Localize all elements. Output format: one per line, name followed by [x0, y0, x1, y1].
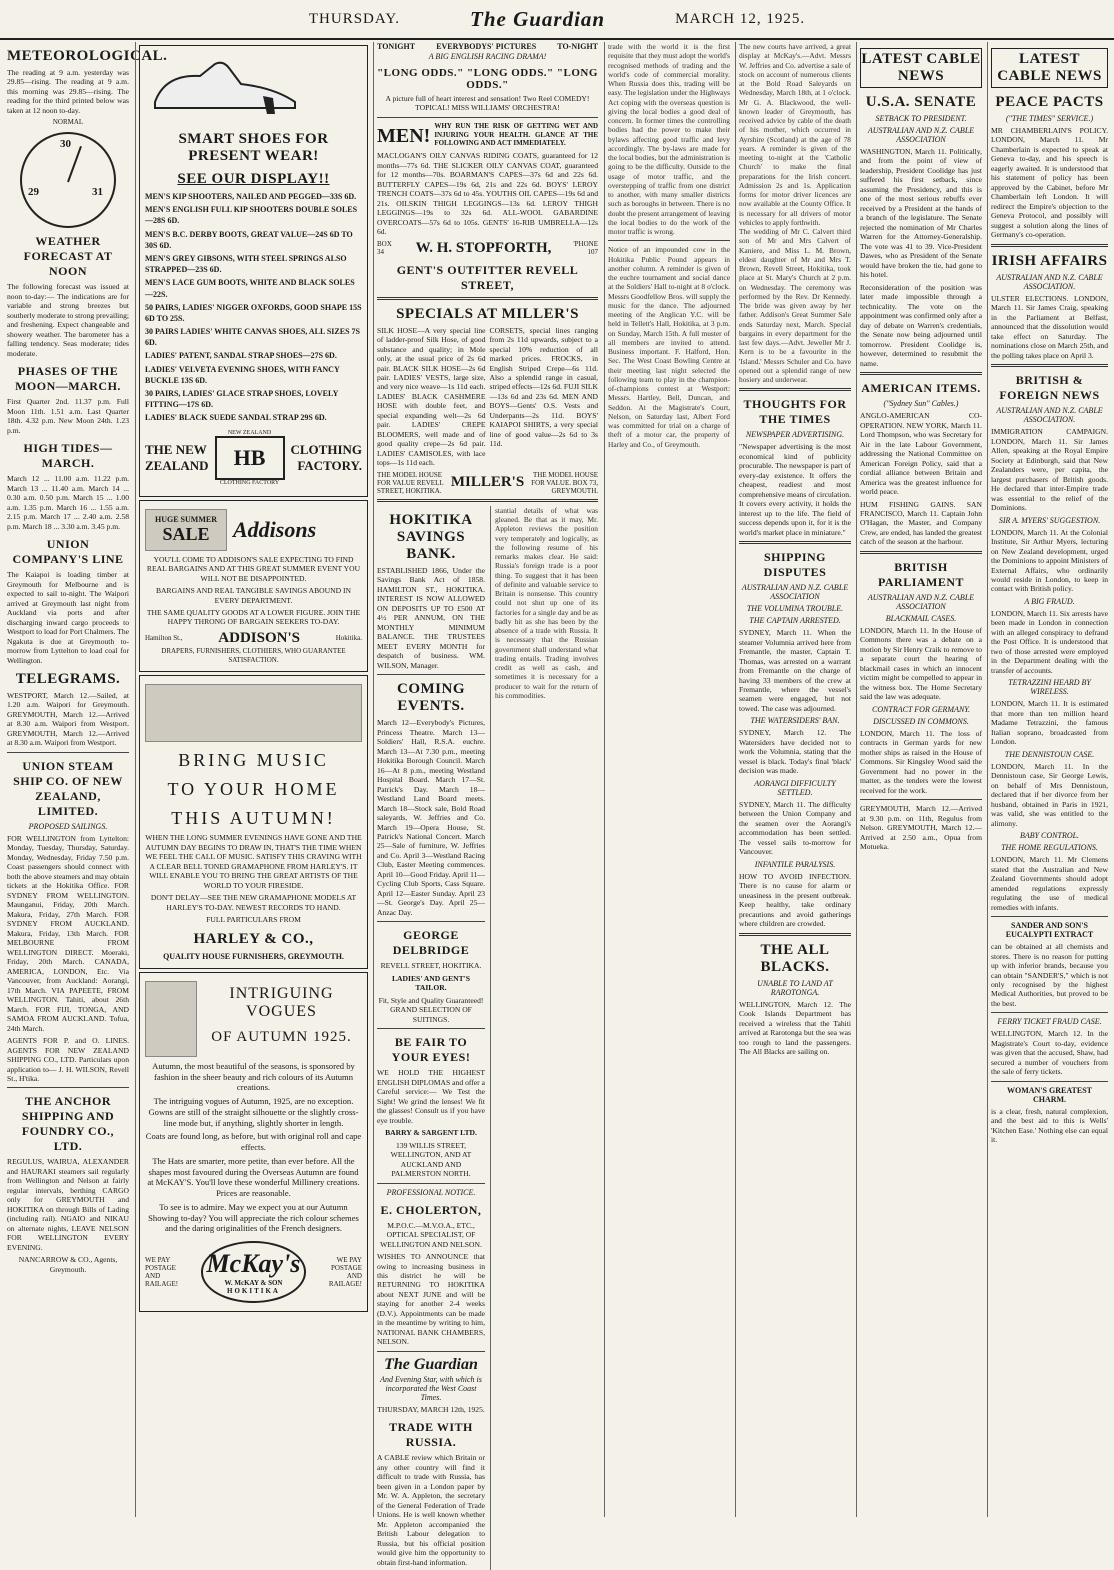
eyes-address: 139 WILLIS STREET, WELLINGTON, AND AT AUCKLAND AND PALMERSTON NORTH.: [390, 1140, 472, 1179]
eyes-heading: BE FAIR TO YOUR EYES!: [391, 1035, 471, 1065]
vogue-heading-2: OF AUTUMN 1925.: [211, 1029, 352, 1045]
hb-left-1: THE NEW: [145, 441, 207, 457]
shoe-item: LADIES' BLACK SUEDE SANDAL STRAP 29S 6D.: [145, 413, 327, 423]
forecast-text: The following forecast was issued at noon to-day:— The indications are for variable and strong breezes but southerly moderate to strong prevailing; and freshening. Expect changeable and showery weather. The barometer has a falling tendency. Seas moderate; tides moderate.: [7, 282, 129, 358]
american-text: ANGLO-AMERICAN CO-OPERATION. NEW YORK, March 11. Lord Thompson, who was Secretary for Air in the late Labour Government, addressing the National Committee on American Foreign Policy, said that a cordial alliance between Britain and America was the greatest influence for world peace.: [860, 411, 982, 497]
local-news-c: Notice of an impounded cow in the Hokitika Public Pound appears in another column. A reminder is given of the euchre tournament and social dance at the Soldiers' Hall to-night at 8 o'clock. Messrs Goodfellow Bros. will supply the music for the dance. The adjourned meeting of the Anglican Y.C. will be held in Tellett's Hall, Hokitika, at 3 p.m. on Sunday, March 15th. A full muster of all members are invited to attend. Business important. F. Halford, Hon. Sec. The West Coast Bowling Centre at their meeting last night selected the following team to play in the champion-of-champions contest at Westport: Messrs. Hartley, Bell, Duncan, and Seddon. At the Magistrate's Court, Nelson, on Saturday last, Albert Ford was committed for trial on a charge of theft of a motor car, the property of Harley and Co., of Greymouth.: [608, 245, 730, 449]
dennistoun-heading: THE DENNISTOUN CASE.: [1004, 749, 1095, 759]
pictures-left: TONIGHT: [377, 42, 416, 51]
moon-text: First Quarter 2nd. 11.37 p.m. Full Moon 11th. 1.51 a.m. Last Quarter 18th. 4.32 p.m. New Moon 24th. 1.23 p.m.: [7, 397, 129, 435]
cholerton-text: WISHES TO ANNOUNCE that owing to increasing business in this district he will be RETURNING TO HOKITIKA about NEXT JUNE and will be staying for another 2-4 weeks (D.V.). Appointments can be made in the meantime by writing to him, NATIONAL BANK CHAMBERS, NELSON.: [377, 1252, 485, 1347]
paralysis-text: HOW TO AVOID INFECTION. There is no cause for alarm or uneasiness in the present outbreak. Keep healthy, take ordinary precautions and avoid gatherings where children are crowded.: [739, 871, 851, 929]
senate-text-2: Reconsideration of the position was later made impossible through a technicality. The vote on the appointment was confirmed only after a day of debate on Warren's credentials, the Senate now being adjourned until tomorrow. President Coolidge is, however, determined to resubmit the name.: [860, 282, 982, 368]
notice-heading: PROFESSIONAL NOTICE.: [386, 1187, 476, 1197]
music-text-2: DON'T DELAY—SEE THE NEW GRAMAPHONE MODELS AT HARLEY'S TO-DAY. NEWEST RECORDS TO HAND.: [150, 893, 357, 912]
music-heading-2: TO YOUR HOME: [167, 779, 340, 800]
miller-foot-name: MILLER'S: [450, 474, 525, 491]
smart-shoes-heading: SMART SHOES FOR PRESENT WEAR!: [178, 131, 329, 164]
stopforth-sub: GENT'S OUTFITTER REVELL STREET,: [396, 262, 579, 292]
harley-music-ad: [139, 675, 368, 969]
sale-b: SALE: [162, 523, 210, 544]
foreign-heading: BRITISH & FOREIGN NEWS: [999, 373, 1100, 403]
men-heading: MEN!: [377, 125, 431, 148]
greymouth-text: GREYMOUTH, March 12.—Arrived at 9.30 p.m. on 11th, Regulus from Nelson. GREYMOUTH, March 12.—Arrived at 2.50 a.m., Opua from Motueka.: [860, 804, 982, 852]
shipping-sub-2: THE VOLUMINA TROUBLE.: [746, 604, 844, 614]
baby-text: LONDON, March 11. Mr Clemens stated that the Australian and New Zealand Governments should adopt amended regulations expressly regulating the use of medical remedies with infants.: [991, 855, 1108, 912]
stopforth-items: MACLOGAN'S OILY CANVAS RIDING COATS, guaranteed for 12 months—77s 6d. THE SLICKER OILY CANVAS COAT, guaranteed for 12 months—70s. BOARMAN'S CAPES—37s 6d and 22s 6d. BUTTERFLY CAPES—19s 6d, 21s and 22s 6d. BOYS' LEROY TRENCH COATS—37s 6d to 45s. YOUTHS OIL CAPES—19s 6d and 21s. OILSKIN THIGH LEGGINGS—13s 6d. LEROY THIGH LEGGINGS—19s to 32s 6d. ALL-WOOL GABARDINE OVERCOATS—57s 6d to 105s. GENTS' 16-RIB UMBRELLA—12s 6d.: [377, 151, 598, 237]
allblacks-sub: UNABLE TO LAND AT RAROTONGA.: [757, 978, 833, 997]
trade-text: A CABLE review which Britain or any other country will find it difficult to trade with Russia, has been given in a London paper by Mr. W. A. Appleton, the secretary of the General Federation of Trade Unions. He is well known whether Mr. Appleton accompanied the British Labour delegation to Russia, but his official position would give him the opportunity to obtain first-hand information.: [377, 1453, 485, 1567]
vogue-text-1: Autumn, the most beautiful of the seasons, is sponsored by fashion in the sheer beauty and rich colours of its Autumn creations.: [152, 1061, 355, 1093]
dennistoun-text: LONDON, March 11. In the Dennistoun case, Sir George Lewis, on behalf of Mrs Dennistoun, declared that if her divorce from her husband, obtained in Paris in 1921, was valid, she was entitled to the alimony.: [991, 761, 1108, 828]
trade-heading: TRADE WITH RUSSIA.: [389, 1420, 473, 1450]
sailings-heading: PROPOSED SAILINGS.: [28, 821, 108, 831]
senate-heading: U.S.A. SENATE: [865, 94, 977, 110]
hb-logo: HB: [215, 436, 285, 480]
dial-label: NORMAL: [52, 118, 84, 127]
local-news-5a: The new courts have arrived, a great display at McKay's.—Advt. Messrs W. Jeffries and Co. advertise a sale of stock on account of numerous clients at the Bold Road Saleyards on Wednesday, March 18th, at 1 o'clock. Mr G. A. Blackwood, the well-known leader of Greymouth, has received advice by cable of the death of his mother, which occurred in Ayrshire (Scotland) at the age of 78 years. A reminder is given of the meeting to-night at the 'Catholic Church' to make the final preparations for the Irish concert. Admission 2s and 1s. Application forms for motor driver licences are now available at the County Office. It is necessary for all drivers of motor vehicles to apply forthwith.: [739, 42, 851, 227]
shoe-item: LADIES' PATENT, SANDAL STRAP SHOES—27S 6D.: [145, 351, 337, 361]
delbridge-text: Fit, Style and Quality Guaranteed! GRAND SELECTION OF SUITINGS.: [378, 995, 484, 1024]
woman-text: is a clear, fresh, natural complexion, and the best aid to this is Wells' 'Kitchen Ease.' Nothing else can equal it.: [991, 1106, 1108, 1145]
pictures-sub: A BIG ENGLISH RACING DRAMA!: [428, 52, 547, 61]
aorangi-heading: AORANGI DIFFICULTY SETTLED.: [754, 778, 836, 797]
column-5: [735, 42, 854, 1517]
masthead-title: The Guardian: [470, 6, 606, 31]
senate-text: WASHINGTON, March 11. Politically, and from the point of view of leadership, President Coolidge has just suffered his first setback, since assuming the Presidency, and this is one of the most serious rebuffs ever received by a President at the hands of a branch of the legislature. The Senate rejected the nomination of Mr Charles Warren for the Attorney-Generalship. The vote was 41 to 39. Vice-President Dawes, who as President of the Senate would have broken the tie, had gone to his hotel.: [860, 147, 982, 280]
stopforth-box: BOX 34: [377, 240, 392, 257]
tetrazzini-text: LONDON, March 11. It is estimated that more than ten million heard Madame Tetrazzini, the famous Italian soprano, broadcasted from London.: [991, 699, 1108, 747]
bank-heading: HOKITIKA SAVINGS BANK.: [389, 511, 473, 562]
delbridge-heading: GEORGE DELBRIDGE: [392, 928, 470, 958]
cable-heading-2: LATEST CABLE NEWS: [991, 48, 1108, 88]
hb-right-1: CLOTHING: [290, 441, 362, 457]
harley-name: HARLEY & CO.,: [193, 930, 314, 947]
ferry-text: WELLINGTON, March 12. In the Magistrate's Court to-day, evidence was given that the accused, Shaw, had secured a number of vouchers from the sale of ferry tickets.: [991, 1029, 1108, 1077]
column-2: [135, 42, 371, 1517]
woman-heading: WOMAN'S GREATEST CHARM.: [1007, 1085, 1092, 1104]
guardian-sub: And Evening Star, with which is incorporated the West Coast Times.: [380, 1374, 482, 1402]
addison-trades: DRAPERS, FURNISHERS, CLOTHIERS, WHO GUARANTEE SATISFACTION.: [161, 646, 346, 664]
irish-sub: AUSTRALIAN AND N.Z. CABLE ASSOCIATION.: [996, 272, 1103, 291]
senate-assoc: AUSTRALIAN AND N.Z. CABLE ASSOCIATION: [867, 126, 975, 144]
mckay-logo: [201, 1241, 307, 1303]
masthead-date: MARCH 12, 1925.: [675, 10, 806, 27]
shipping-text: SYDNEY, March 11. When the steamer Volumnia arrived here from Fremantle, the master, Captain T. Thomas, was arrested on a warrant from Fremantle on the charge of having 33 members of the crew at Fremantle, where the vessel's seamen were engaged, but not towed. The case was adjourned.: [739, 628, 851, 713]
dial-number-30: 30: [60, 138, 71, 151]
addisons-script: Addisons: [233, 516, 317, 542]
pictures-header: [377, 42, 598, 51]
tetrazzini-heading: TETRAZZINI HEARD BY WIRELESS.: [1008, 678, 1091, 697]
sailings-text: FOR WELLINGTON from Lyttelton: Monday, Tuesday, Thursday, Saturday. Monday, Wednesday, Friday 7.50 p.m. Coast passengers should connect with both the above steamers and may obtain tickets at the Hokitika Office. FOR SYDNEY FROM WELLINGTON. Maunganui, Friday, 20th March. Makura, Friday, 27th March. FOR SYDNEY FROM AUCKLAND. Makura, Friday, 13th March. FOR MELBOURNE FROM WELLINGTON DIRECT. Moeraki, Friday, 20th March. CANADA, AMERICA, LONDON, Etc. Via Vancouver, from Auckland: Aorangi, 17th March. VIA PAPEETE, FROM WELLINGTON. Tahiti, about 26th March. FOR FIJI, TONGA, AND SAMOA FROM AUCKLAND. Tofua, 24th March.: [7, 833, 129, 1033]
events-text: March 12—Everybody's Pictures, Princess Theatre. March 13—Soldiers' Hall, R.S.A. euchre. March 13—At 7.30 p.m., meeting Hokitika Borough Council. March 16—At 8 p.m., meeting Westland Hospital Board. March 17—St. Patrick's Day. March 18—Westland Land Board meets. March 18—Stock sale, Bold Road saleyards, W. Jeffries and Co. March 19—Opera House, St. Patrick's National Concert. March 25—Sale of furniture, W. Jeffries and Co. April 3—Westland Racing Club, Easter Meeting commences. April 10—Good Friday. April 11—Cycling Club Sports, Cass Square. April 12—Easter Sunday. April 23—St. George's Day. April 25—Anzac Day.: [377, 718, 485, 917]
mckay-town: HOKITIKA: [227, 1287, 280, 1296]
forecast-heading: WEATHER FORECAST AT NOON: [23, 234, 113, 279]
hb-bottom: CLOTHING FACTORY: [219, 479, 280, 486]
pictures-right: TO-NIGHT: [557, 42, 598, 51]
masthead: [0, 0, 1114, 40]
union-text: The Kaiapoi is loading timber at Greymouth for Melbourne and is expected to sail to-night. The Waipori arrived at Greymouth last night from Auckland via ports and after discharging inward cargo proceeds to Westport to load for Port Chalmers. The Ngakuta is due at Greymouth to-morrow from Lyttelton to load coal for Wellington.: [7, 570, 129, 665]
eyes-text: WE HOLD THE HIGHEST ENGLISH DIPLOMAS and offer a Careful service:— We Test the Sight! We grind the lenses! We fit the glasses! Consult us if you have eye trouble.: [377, 1068, 485, 1125]
peace-heading: PEACE PACTS: [995, 94, 1104, 110]
addisons-ad: [139, 500, 368, 673]
addison-text-2: BARGAINS AND REAL TANGIBLE SAVINGS ABOUND IN EVERY DEPARTMENT.: [155, 586, 351, 605]
column-3: [373, 42, 601, 1567]
myers-heading: SIR A. MYERS' SUGGESTION.: [998, 515, 1101, 525]
hb-right-2: FACTORY.: [297, 457, 362, 473]
display-heading: SEE OUR DISPLAY!!: [177, 171, 330, 187]
irish-text: ULSTER ELECTIONS. LONDON, March 11. Sir James Craig, speaking in the Parliament at Belfast, announced that the dissolution would take effect on Saturday. The nominations close on March 25th, and the polling takes place on April 3.: [991, 293, 1108, 360]
tides-text: March 12 ... 11.00 a.m. 11.22 p.m. March 13 ... 11.40 a.m. March 14 ... 0.30 a.m. 0.50 p.m. March 15 ... 1.00 a.m. 1.35 p.m. March 16 ... 1.55 a.m. 2.15 p.m. March 17 ... 2.40 a.m. 2.58 p.m. March 18 ... 3.30 a.m. 3.45 p.m.: [7, 474, 129, 531]
stopforth-name: W. H. STOPFORTH,: [415, 239, 552, 256]
baby-heading: BABY CONTROL.: [1019, 831, 1080, 841]
guardian-date: THURSDAY, MARCH 12th, 1925.: [377, 1404, 485, 1414]
pictures-mid: EVERYBODYS' PICTURES: [436, 42, 537, 51]
moon-heading: PHASES OF THE MOON—MARCH.: [15, 364, 121, 394]
shoe-item: MEN'S ENGLISH FULL KIP SHOOTERS DOUBLE SOLES—28S 6D.: [145, 205, 358, 226]
local-news-5b: The wedding of Mr C. Calvert third son of Mr and Mrs Calvert of Kaniere, and Miss L. M. Brown, eldest daughter of Mr and Mrs T. Brown, Revell Street, Hokitika, took place at St. Mary's Church at 2 p.m. on Wednesday. The ceremony was performed by the Rev. Dr Kennedy. The bride was given away by her father. Addison's Great Summer Sale ends Saturday next, March. Special bargains in every department for the last few days.—Advt. Jeweller Mr J. Kern is to be a favourite in the 'Island.' Messrs Schuler and Co. have opened out a splendid range of new hosiery and underwear.: [739, 227, 851, 384]
men-text: WHY RUN THE RISK OF GETTING WET AND INJURING YOUR HEALTH. GLANCE AT THE FOLLOWING AND ACT IMMEDIATELY.: [434, 121, 598, 148]
guardian-heading: The Guardian: [384, 1355, 478, 1373]
shoe-item: MEN'S KIP SHOOTERS, NAILED AND PEGGED—33S 6D.: [145, 192, 357, 201]
baby-sub: THE HOME REGULATIONS.: [1001, 843, 1098, 853]
shipping-sub: AUSTRALIAN AND N.Z. CABLE ASSOCIATION: [741, 583, 849, 602]
sander-heading: SANDER AND SON'S EUCALYPTI EXTRACT: [1005, 921, 1094, 940]
eyes-firm: BARRY & SARGENT LTD.: [385, 1128, 477, 1138]
shoe-item: MEN'S GREY GIBSONS, WITH STEEL SPRINGS ALSO STRAPPED—23S 6D.: [145, 253, 347, 275]
miller-foot-right: THE MODEL HOUSE FOR VALUE. BOX 73, GREYMOUTH.: [531, 470, 599, 495]
american-text-2: HUM FISHING GAINS. SAN FRANCISCO, March 11. Captain John O'Hagan, the Master, and Company Crew, are ended, has landed the greatest catch of the season at the harbour.: [860, 499, 982, 547]
miller-foot-left: THE MODEL HOUSE FOR VALUE REVELL STREET, HOKITIKA.: [377, 470, 444, 495]
ussco-heading: UNION STEAM SHIP CO. OF NEW ZEALAND, LIMITED.: [13, 758, 123, 818]
germany-text: LONDON, March 11. The loss of contracts in German yards for new mother ships as raised in the House of Commons. Sir Kingsley Wood said the Government had no power in the matter, as the tenders were the lowest received for the work.: [860, 728, 982, 795]
anchor-text: REGULUS, WAIRUA, ALEXANDER and HAURAKI steamers sail regularly from Wellington and Nelson at fairly regular intervals, berthing CARGO only for GREYMOUTH and HOKITIKA on through Bills of Lading (including rail). NGAIO and NIKAU on alternate nights, LEAVE NELSON FOR WELLINGTON EVERY EVENING.: [7, 1157, 129, 1252]
anchor-heading: THE ANCHOR SHIPPING AND FOUNDRY CO., LTD.: [21, 1094, 115, 1154]
hb-clothing-logo: [145, 430, 362, 486]
shoe-item: LADIES' VELVETA EVENING SHOES, WITH FANCY BUCKLE 13S 6D.: [145, 364, 340, 385]
vogue-heading-1: INTRIGUING VOGUES: [229, 985, 334, 1020]
shipping-heading: SHIPPING DISPUTES: [763, 550, 827, 580]
peace-text: MR CHAMBERLAIN'S POLICY. LONDON, March 11. Mr Chamberlain is expected to speak at Geneva to-day, and his speech is eagerly awaited. It is understood that his statement of policy has been approved by the Cabinet, before Mr Chamberlain left London. It will redirect the Empire's objection to the Geneva Protocol, and possibly will suggest a solution along the lines of Germany's co-operation.: [991, 126, 1108, 240]
bank-text: ESTABLISHED 1866, Under the Savings Bank Act of 1858. HAMILTON ST., HOKITIKA. INTEREST IS NOW ALLOWED ON DEPOSITS UP TO £500 AT 4½ PER ANNUM, ON THE MONTHLY MINIMUM BALANCE. THE TRUSTEES MEET EVERY MONTH for despatch of business. WM. WILSON, Manager.: [377, 565, 485, 670]
american-sub: ("Sydney Sun" Cables.): [883, 399, 959, 409]
column-7: [987, 42, 1111, 1517]
pictures-title: "LONG ODDS." "LONG ODDS." "LONG ODDS.": [377, 67, 598, 91]
vogue-text-3: Coats are found long, as before, but with original roll and cape effects.: [145, 1131, 362, 1153]
meteorological-heading: METEOROLOGICAL.: [7, 48, 168, 64]
waterside-heading: THE WATERSIDERS' BAN.: [750, 716, 840, 726]
harley-line: QUALITY HOUSE FURNISHERS, GREYMOUTH.: [163, 951, 344, 961]
addison-text: YOU'LL COME TO ADDISON'S SALE EXPECTING TO FIND REAL BARGAINS AND AT THIS GREAT SUMMER EVENT YOU WILL NOT BE DISAPPOINTED.: [146, 554, 361, 583]
fraud-text: LONDON, March 11. Six arrests have been made in London in connection with an alleged conspiracy to defraud the Post Office. It is understood that two of those arrested were employed in the Department dealing with the transfer of accounts.: [991, 608, 1108, 675]
music-heading-3: THIS AUTUMN!: [171, 808, 336, 829]
dial-number-31: 31: [92, 186, 103, 199]
column-4: [604, 42, 733, 1517]
column-6: [856, 42, 985, 1517]
telegrams-text: WESTPORT, March 12.—Sailed, at 1.20 a.m. Waipori for Greymouth. GREYMOUTH, March 12.—Arrived at 8.30 a.m. Waipori from Westport. GREYMOUTH, March 12.—Arrived at 8.30 a.m. Waipori from Westport.: [7, 690, 129, 748]
parliament-text: LONDON, March 11. In the House of Commons there was a debate on a motion by Sir Henry Craik to remove to a separate court the hearing of blackmail cases in which an innocent victim might be compelled to appear in the witness box. The Home Secretary said the law was adequate.: [860, 625, 982, 702]
postage-left: WE PAY POSTAGE AND RAILAGE!: [145, 1256, 179, 1289]
agents-text: AGENTS FOR P. and O. LINES. AGENTS FOR NEW ZEALAND SHIPPING CO., LTD. Particulars upon application to— J. H. WILSON, Revell St., H'tika.: [7, 1036, 129, 1083]
parliament-heading: BRITISH PARLIAMENT: [877, 559, 965, 589]
cholerton-heading: E. CHOLERTON,: [380, 1202, 482, 1217]
postage-right: WE PAY POSTAGE AND RAILAGE!: [328, 1256, 362, 1289]
telegrams-heading: TELEGRAMS.: [15, 670, 121, 687]
senate-sub: SETBACK TO PRESIDENT.: [875, 114, 967, 123]
thoughts-heading: THOUGHTS FOR THE TIMES: [743, 397, 847, 427]
foreign-sub: AUSTRALIAN AND N.Z. CABLE ASSOCIATION.: [996, 406, 1103, 425]
germany-heading: CONTRACT FOR GERMANY.: [871, 704, 970, 714]
lady-illustration: [145, 981, 197, 1057]
myers-text: LONDON, March 11. At the Colonial Institute, Sir Arthur Myers, lecturing on New Zealand development, urged the Dominions to appoint Ministers of External Affairs, who ordinarily would reside in London, to keep in contact with British policy.: [991, 527, 1108, 594]
foreign-text: IMMIGRATION CAMPAIGN. LONDON, March 11. Sir James Allen, speaking at the Royal Empire Society at Edinburgh, said that New Zealanders were, per capita, the largest purchasers of British goods. He declared that inter-Empire trade was essential to the relief of the Dominions.: [991, 427, 1108, 513]
shoe-item: MEN'S LACE GUM BOOTS, WHITE AND BLACK SOLES—22S.: [145, 278, 355, 299]
irish-heading: IRISH AFFAIRS: [991, 252, 1108, 269]
parliament-sub-2: BLACKMAIL CASES.: [885, 613, 957, 623]
cholerton-sub: M.P.O.C.—M.V.O.A., ETC., OPTICAL SPECIALIST, OF WELLINGTON AND NELSON.: [380, 1220, 482, 1249]
delbridge-address: REVELL STREET, HOKITIKA.: [380, 961, 482, 971]
delbridge-sub: LADIES' AND GENT'S TAILOR.: [391, 973, 471, 993]
dial-hand: [67, 146, 82, 182]
shoe-item: 30 PAIRS, LADIES' GLACE STRAP SHOES, LOVELY FITTING—17S 6D.: [145, 389, 339, 410]
allblacks-heading: THE ALL BLACKS.: [760, 941, 830, 975]
dial-number-29: 29: [28, 186, 39, 199]
parliament-sub: AUSTRALIAN AND N.Z. CABLE ASSOCIATION: [867, 592, 975, 611]
allblacks-text: WELLINGTON, March 12. The Cook Islands Department has received a wireless that the Tahiti arrived at Rarotonga but the sea was too rough to land the passengers. The All Blacks are sailing on.: [739, 999, 851, 1057]
addison-name: ADDISON'S: [218, 629, 300, 646]
addison-town: Hokitika.: [335, 634, 362, 643]
shoe-item: 50 PAIRS, LADIES' NIGGER OXFORDS, GOOD SHAPE 15S 6D TO 25S.: [145, 302, 362, 323]
gramophone-illustration: [145, 684, 362, 742]
miller-heading: SPECIALS AT MILLER'S: [396, 305, 579, 322]
shipping-sub-3: THE CAPTAIN ARRESTED.: [749, 616, 841, 626]
addison-text-3: THE SAME QUALITY GOODS AT A LOWER FIGURE. JOIN THE HAPPY THRONG OF BARGAIN SEEKERS TO-DAY.: [146, 607, 361, 627]
events-heading: COMING EVENTS.: [397, 681, 465, 715]
hb-left-2: ZEALAND: [145, 457, 209, 473]
music-full: FULL PARTICULARS FROM: [206, 915, 301, 925]
germany-sub: DISCUSSED IN COMMONS.: [873, 716, 969, 726]
addison-street: Hamilton St.,: [145, 634, 183, 643]
anchor-agents: NANCARROW & CO., Agents, Greymouth.: [18, 1255, 118, 1274]
vogue-text-4: The Hats are smarter, more petite, than ever before. All the shapes most favoured during the Overseas Autumn are found at McKAY'S. You'll love these wonderful Millinery creations. Prices are reasonable.: [147, 1155, 360, 1199]
thoughts-sub: NEWSPAPER ADVERTISING.: [745, 430, 845, 440]
miller-right: CORSETS, special lines ranging from 2s 11d upwards, subject to a special 10% reduction of all marked prices. FROCKS, in English Striped Crepe—6s 11d. Also a splendid range in casual, striped effects—12s 6d. FUJI SILK—13s 6d and 23s 6d. MEN AND BOYS—Gents' O.S. Vests and Underpants—2s 11d. BOYS' KAIAPOI SHIRTS, a very special line of good value—2s 6d to 3s 11d.: [489, 325, 598, 449]
stopforth-phone: 'PHONE 107: [573, 240, 598, 257]
mckay-name: W. McKAY & SON: [224, 1279, 283, 1288]
masthead-day: THURSDAY.: [308, 10, 400, 27]
peace-sub: ("THE TIMES" SERVICE.): [1005, 114, 1094, 123]
barometer-dial: [20, 132, 116, 228]
cable-heading: LATEST CABLE NEWS: [860, 48, 982, 88]
smart-shoes-ad: [139, 45, 368, 497]
thoughts-text: "Newspaper advertising is the most economical kind of publicity procurable. The newspaper is part of every-day existence. It offers the cheapest, readiest and most comprehensive means of circulation. It covers every activity, it holds the interest up to the life. The field of success depends upon it, for it is the world's market place in miniature.": [739, 442, 851, 537]
union-heading: UNION COMPANY'S LINE: [12, 537, 124, 567]
shoe-icon: [145, 54, 305, 116]
pictures-text: A picture full of heart interest and sensation! Two Reel COMEDY! TOPICAL! MISS WILLIAMS' ORCHESTRA!: [385, 94, 590, 113]
article-continuation: stantial details of what was gleaned. Be that as it may, Mr. Appleton reviews the position very temperately and logically, as the following resume of his remarks makes clear. He said: Russia's foreign trade is a poor thing. To suggest that it has been of definite and valuable service to Britain is nonsense. This country could not shut up one of its factories for a single day and be as badly hit as she has been by the absence of a trade with Russia. It is necessary that the Russian government shall understand what trading entails. Trading involves credit as well as cash, and sometimes it is necessary for a producer to wait for the return of his commodities.: [495, 505, 598, 700]
vogue-text-5: To see is to admire. May we expect you at our Autumn Showing to-day? You will appreciate the rich colour schemes and the daring originalities of the French designers.: [148, 1201, 359, 1234]
shoe-item: MEN'S B.C. DERBY BOOTS, GREAT VALUE—24S 6D TO 30S 6D.: [145, 229, 353, 250]
ferry-heading: FERRY TICKET FRAUD CASE.: [997, 1017, 1102, 1027]
aorangi-text: SYDNEY, March 11. The difficulty between the Union Company and the seamen over the Aorangi's accommodation has been settled. The vessel sails to-morrow for Vancouver.: [739, 799, 851, 857]
music-text: WHEN THE LONG SUMMER EVENINGS HAVE GONE AND THE AUTUMN DAY BEGINS TO DRAW IN, THAT'S THE TIME WHEN WE FEEL THE CALL OF MUSIC. SATISFY THIS CRAVING WITH A CLEAR BELL TONED GRAMAPHONE FROM HARLEY'S. IT WILL ENABLE YOU TO BRING THE GREAT ARTISTS OF THE WORLD TO YOUR FIRESIDE.: [145, 833, 362, 890]
paralysis-heading: INFANTILE PARALYSIS.: [754, 859, 836, 869]
music-heading-1: BRING MUSIC: [178, 750, 329, 771]
sale-a: HUGE SUMMER: [155, 514, 217, 524]
vogue-text-2: The intriguing vogues of Autumn, 1925, are no exception. Gowns are still of the straight silhouette or the slightly cross-line mode but, if anything, slightly shorter in length.: [148, 1096, 359, 1128]
hb-top: NEW ZEALAND: [227, 429, 272, 436]
local-news-a: trade with the world it is the first requisite that they must adopt the world's recognised methods of trading and the world's code of commercial morality. When Russia does this, trading will be easy. The legislation under the Highways Act coping with the overseas question is giving the local bodies a good deal of concern. In former times the controlling bodies had the power to make their bylaws affecting good traffic and levy accordingly. The by-laws are made for the local bodies, but the administration is going to be the difficulty. Outside to the usage of motor traffic, and the overstepping of traffic from one district to another, with many smaller districts such as boroughs in between. There is no doubt the present arrangement of leaving the local bodies to do the work of the motor traffic is wrong.: [608, 42, 730, 236]
mckay-vogues-ad: [139, 972, 368, 1312]
mckay-script: McKay's: [206, 1249, 301, 1279]
waterside-text: SYDNEY, March 12. The Watersiders have decided not to work the Volumnia, stating that the vessel is black. Today's final 'black' decision was made.: [739, 728, 851, 776]
american-heading: AMERICAN ITEMS.: [861, 381, 981, 396]
sale-banner: [145, 509, 227, 551]
tides-heading: HIGH TIDES—MARCH.: [23, 441, 113, 471]
meteorological-text: The reading at 9 a.m. yesterday was 29.85—rising. The reading at 9 a.m. this morning was 29.85—rising. The reading for the third printed below was taken at 12 noon to-day.: [7, 68, 129, 115]
sander-text: can be obtained at all chemists and stores. There is no reason for putting up with inferior brands, because you can obtain "SANDER'S," which is not only recognised by the highest Medical Authorities, but proved to be the best.: [991, 942, 1108, 1008]
fraud-heading: A BIG FRAUD.: [1024, 596, 1075, 606]
shoe-item: 30 PAIRS LADIES' WHITE CANVAS SHOES, ALL SIZES 7S 6D.: [145, 327, 360, 348]
miller-left: SILK HOSE—A very special line of ladder-proof Silk Hose, of good substance and quality; in Mole only, at the usual price of 2s 6d pair. BLACK SILK HOSE—2s 6d pair. LADIES' VESTS, large size, and very nice weave—1s 11d each. LADIES' BLACK CASHMERE HOSE with double feet, and special expanding welt—2s 6d pair. LADIES' CREPE BLOOMERS, well made and of good quality crepe—2s 6d pair. LADIES' CAMISOLES, with lace tops—1s 11d each.: [377, 325, 486, 468]
